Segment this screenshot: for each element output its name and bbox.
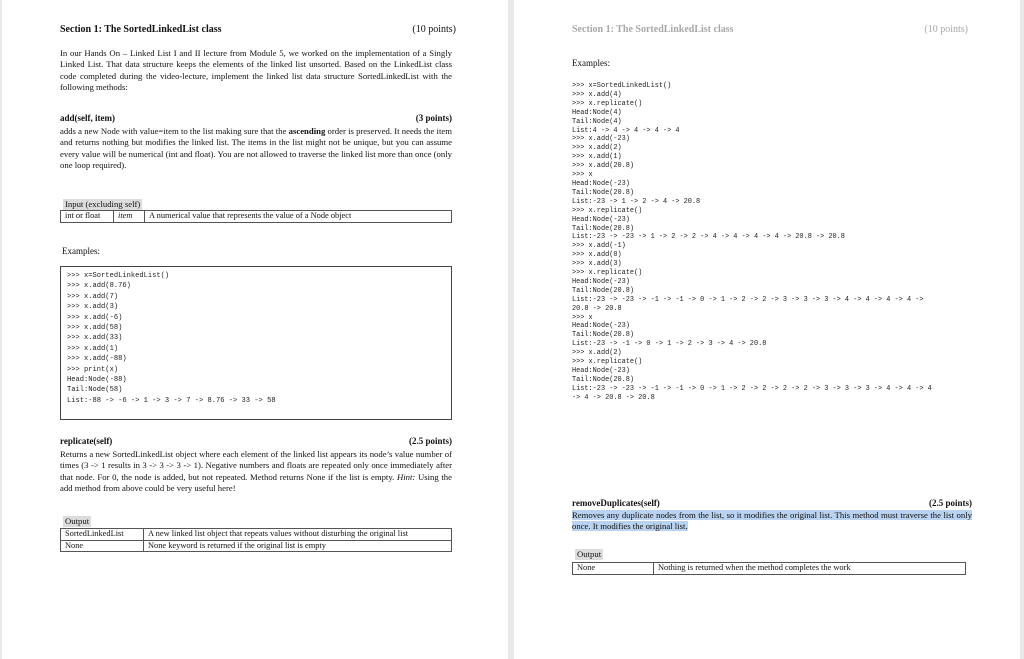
code-line: >>> x.add(-23) — [572, 135, 630, 144]
output-desc-cell: Nothing is returned when the method completes the work — [654, 563, 966, 575]
add-desc-part2: order is preserved. It needs the item and returns nothing but modifies the linked list. The items in the list might not be unique, but you can assume every value will be numerical (int and float). You are not allowed to traverse the linked list more than once (only one loop required). — [60, 126, 453, 171]
code-line: >>> x.add(2) — [572, 349, 622, 358]
section-points: (10 points) — [924, 24, 968, 35]
code-line: >>> x.add(33) — [67, 334, 123, 343]
code-line: >>> x=SortedLinkedList() — [67, 272, 170, 280]
add-method-description — [60, 126, 452, 172]
code-line: >>> x.add(3) — [67, 303, 119, 312]
replicate-method-points: (2.5 points) — [408, 436, 452, 446]
input-desc-cell: A numerical value that represents the value of a Node object — [145, 211, 452, 223]
input-name-cell: item — [118, 211, 133, 220]
replicate-output-table — [60, 528, 452, 552]
code-line: List:-88 -> -6 -> 1 -> 3 -> 7 -> 8.76 -> 33 -> 58 — [67, 396, 276, 405]
code-line: >>> x.add(-1) — [572, 242, 626, 251]
code-line: Tail:Node(20.8) — [572, 188, 635, 197]
section-points: (10 points) — [412, 24, 456, 35]
code-line: 20.8 -> 20.8 — [572, 304, 622, 313]
code-line: List:4 -> 4 -> 4 -> 4 -> 4 — [572, 126, 680, 135]
left-page — [2, 0, 508, 659]
input-type-cell: int or float — [61, 211, 114, 223]
code-line: List:-23 -> -23 -> -1 -> -1 -> 0 -> 1 -> 2 -> 2 -> 2 -> 2 -> 3 -> 3 -> 3 -> 4 -> 4 -> 4 — [572, 384, 932, 393]
output-type-cell: None — [61, 540, 144, 552]
code-line: List:-23 -> -23 -> 1 -> 2 -> 2 -> 4 -> 4 -> 4 -> 4 -> 20.8 -> 20.8 — [572, 233, 845, 242]
code-line: Head:Node(-23) — [572, 322, 630, 331]
table-row — [61, 211, 452, 223]
add-example-lines — [67, 271, 445, 406]
replicate-method-title — [60, 436, 452, 448]
add-method-points: (3 points) — [415, 113, 452, 123]
code-line: Tail:Node(20.8) — [572, 286, 635, 295]
remove-output-table — [572, 562, 966, 575]
code-line: >>> x.add(2) — [572, 144, 622, 153]
code-line: >>> print(x) — [67, 365, 119, 374]
code-line: >>> x.replicate() — [572, 99, 643, 108]
code-line: >>> x.add(58) — [67, 324, 123, 333]
add-examples-label: Examples: — [62, 246, 100, 256]
intro-paragraph: In our Hands On – Linked List I and II lecture from Module 5, we worked on the implementation of a Singly Linked List. That data structure keeps the elements of the linked list unsorted. Based on the LinkedList class code completed during the video-lecture, implement the linked list data structure SortedLinkedList with the following methods: — [60, 48, 452, 93]
output-type-cell: None — [573, 563, 654, 575]
code-line: List:-23 -> -23 -> -1 -> -1 -> 0 -> 1 -> 2 -> 2 -> 3 -> 3 -> 3 -> 4 -> 4 -> 4 -> 4 -> — [572, 295, 924, 304]
code-line: >>> x.add(-6) — [67, 313, 123, 322]
table-row — [61, 529, 452, 541]
code-line: List:-23 -> -1 -> 0 -> 1 -> 2 -> 3 -> 4 -> 20.8 — [572, 340, 767, 349]
code-line: >>> x.add(1) — [572, 153, 622, 162]
code-line: Head:Node(-23) — [572, 367, 630, 375]
add-examples-code-box — [60, 266, 452, 420]
code-line: Head:Node(-23) — [572, 277, 630, 286]
code-line: >>> x.replicate() — [572, 269, 643, 278]
code-line: >>> x.add(1) — [67, 344, 119, 353]
code-line: >>> x.add(0) — [572, 251, 622, 260]
table-row — [61, 540, 452, 552]
code-line: >>> x — [572, 171, 593, 180]
code-line: List:-23 -> 1 -> 2 -> 4 -> 20.8 — [572, 197, 701, 206]
code-line: Tail:Node(58) — [67, 386, 123, 395]
code-line: >>> x.add(4) — [572, 90, 622, 99]
code-line: >>> x.add(8.76) — [67, 282, 131, 291]
code-line: Tail:Node(20.8) — [572, 375, 635, 384]
remove-duplicates-description — [572, 510, 972, 533]
code-line: Tail:Node(20.8) — [572, 331, 635, 340]
output-table-label: Output — [65, 516, 90, 526]
replicate-example-lines — [572, 82, 972, 403]
code-line: Head:Node(-88) — [67, 376, 127, 385]
add-desc-bold: ascending — [288, 126, 326, 136]
remove-duplicates-name: removeDuplicates(self) — [572, 498, 660, 508]
add-method-title — [60, 113, 452, 125]
output-desc-cell: None keyword is returned if the original list is empty — [144, 540, 452, 552]
replicate-desc-part1: Returns a new SortedLinkedList object where each element of the linked list appears its node’s value number of times (3 -> 1 results in 3 -> 3 -> 3 -> 1). Negative numbers and floats are repeated only once immediately after that node. For 0, the node is added, but not repeated. Method returns None if the list is empty. — [60, 449, 452, 482]
replicate-method-name: replicate(self) — [60, 436, 113, 446]
code-line: >>> x.add(3) — [572, 260, 622, 269]
code-line: >>> x.replicate() — [572, 206, 643, 215]
input-table-label: Input (excluding self) — [65, 199, 141, 209]
code-line: Head:Node(-23) — [572, 215, 630, 224]
input-table — [60, 210, 452, 223]
replicate-method-description — [60, 449, 452, 495]
output-desc-cell: A new linked list object that repeats values without disturbing the original list — [144, 529, 452, 541]
code-line: >>> x — [572, 313, 593, 322]
code-line: >>> x.add(20.8) — [572, 162, 635, 171]
code-line: >>> x.add(-88) — [67, 355, 127, 364]
hint-label: Hint: — [396, 471, 416, 482]
replicate-desc-part2: Using the add method from above could be very useful here! — [60, 471, 452, 494]
code-line: Tail:Node(20.8) — [572, 224, 635, 233]
add-method-name: add(self, item) — [60, 113, 115, 123]
remove-duplicates-title — [572, 498, 972, 510]
section-title: Section 1: The SortedLinkedList class — [60, 24, 222, 35]
code-line: Head:Node(4) — [572, 108, 622, 117]
section-title: Section 1: The SortedLinkedList class — [572, 24, 734, 35]
add-desc-part1: adds a new Node with value=item to the list making sure that the — [60, 126, 289, 136]
code-line: Head:Node(-23) — [572, 179, 630, 188]
replicate-examples-label: Examples: — [572, 58, 610, 68]
code-line: >>> x.add(7) — [67, 292, 119, 301]
table-row — [573, 563, 966, 575]
remove-duplicates-highlighted-text: Removes any duplicate nodes from the list, so it modifies the original list. This method must traverse the list only once. It modifies the original list. — [572, 510, 972, 532]
code-line: >>> x=SortedLinkedList() — [572, 82, 672, 90]
output-type-cell: SortedLinkedList — [61, 529, 144, 541]
code-line: >>> x.replicate() — [572, 358, 643, 367]
section-header — [572, 24, 968, 38]
code-line: Tail:Node(4) — [572, 117, 622, 126]
section-header — [60, 24, 456, 38]
code-line: -> 4 -> 20.8 -> 20.8 — [572, 393, 655, 402]
output-table-label: Output — [577, 549, 602, 559]
right-page — [514, 0, 1020, 659]
remove-duplicates-points: (2.5 points) — [928, 498, 972, 508]
